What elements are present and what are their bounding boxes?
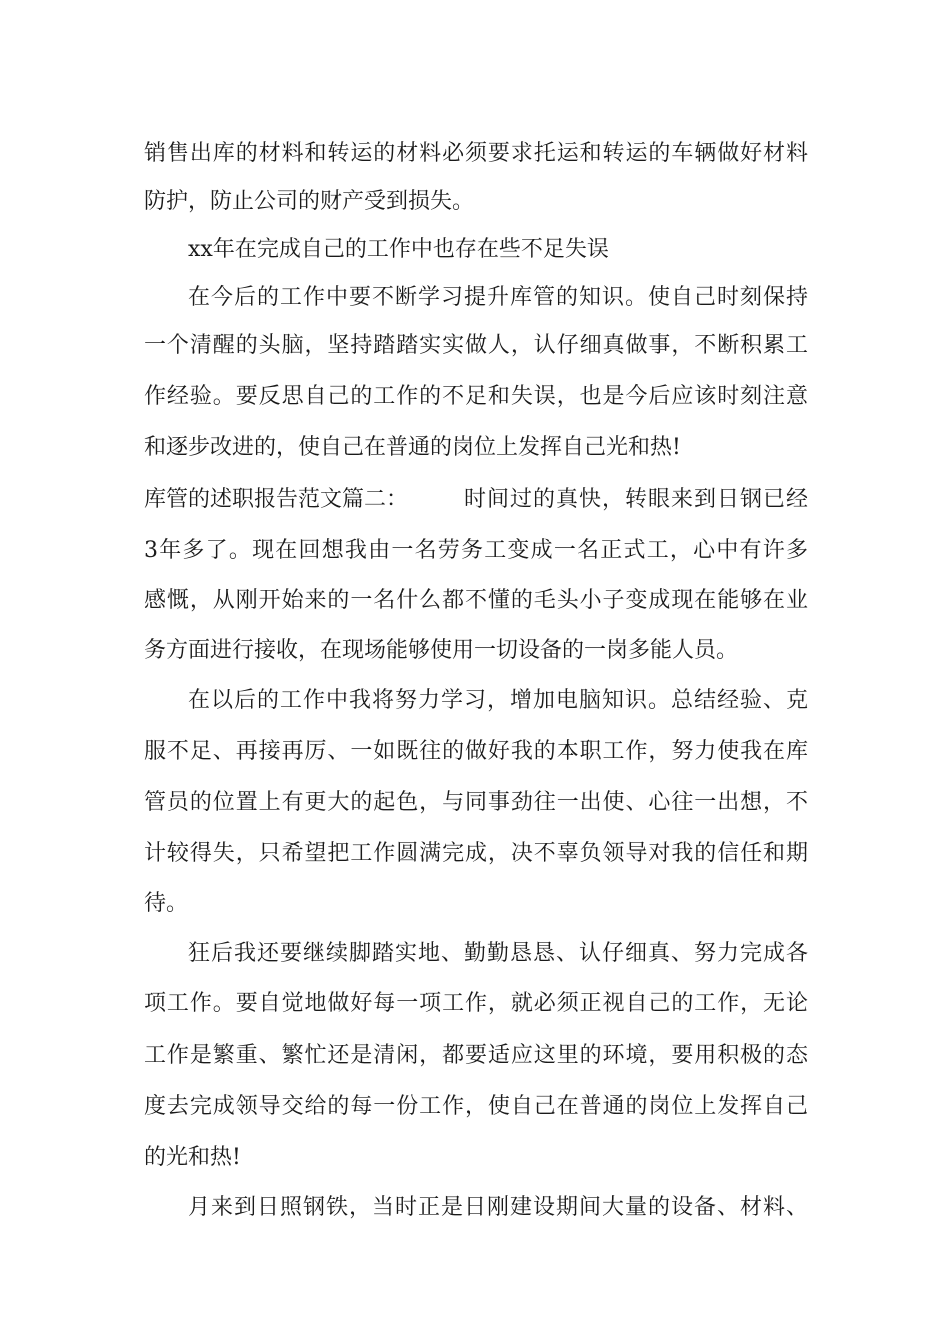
text-line: 项工作。要自觉地做好每一项工作，就必须正视自己的工作，无论 [144,991,808,1016]
text-line: 3年多了。现在回想我由一名劳务工变成一名正式工，心中有许多 [144,538,808,563]
text-line: 销售出库的材料和转运的材料必须要求托运和转运的车辆做好材料 [144,141,808,166]
text-line: 时间过的真快，转眼来到日钢已经 [464,487,808,512]
text-line: 一个清醒的头脑，坚持踏踏实实做人，认仔细真做事，不断积累工 [144,333,808,358]
text-line: 在以后的工作中我将努力学习，增加电脑知识。总结经验、克 [188,688,808,713]
text-line: 的光和热! [144,1145,241,1170]
text-line: 务方面进行接收，在现场能够使用一切设备的一岗多能人员。 [144,638,739,663]
text-line: 管员的位置上有更大的起色，与同事劲往一出使、心往一出想，不 [144,790,808,815]
text-line: 作经验。要反思自己的工作的不足和失误，也是今后应该时刻注意 [144,384,808,409]
text-line: xx年在完成自己的工作中也存在些不足失误 [188,237,609,262]
text-line: 计较得失，只希望把工作圆满完成，决不辜负领导对我的信任和期 [144,841,808,866]
text-line: 月来到日照钢铁，当时正是日刚建设期间大量的设备、材料、 [188,1195,808,1220]
section-heading-line [144,484,808,516]
section-heading: 库管的述职报告范文篇二： [144,487,409,512]
text-line: 在今后的工作中要不断学习提升库管的知识。使自己时刻保持 [188,285,808,310]
text-line: 服不足、再接再厉、一如既往的做好我的本职工作，努力使我在库 [144,739,808,764]
text-line: 防护，防止公司的财产受到损失。 [144,189,475,214]
text-line: 工作是繁重、繁忙还是清闲，都要适应这里的环境，要用积极的态 [144,1043,808,1068]
text-line: 度去完成领导交给的每一份工作，使自己在普通的岗位上发挥自己 [144,1094,808,1119]
text-line: 和逐步改进的，使自己在普通的岗位上发挥自己光和热! [144,435,681,460]
text-line: 待。 [144,891,189,916]
text-line: 狂后我还要继续脚踏实地、勤勤恳恳、认仔细真、努力完成各 [188,941,808,966]
text-line: 感慨，从刚开始来的一名什么都不懂的毛头小子变成现在能够在业 [144,588,808,613]
